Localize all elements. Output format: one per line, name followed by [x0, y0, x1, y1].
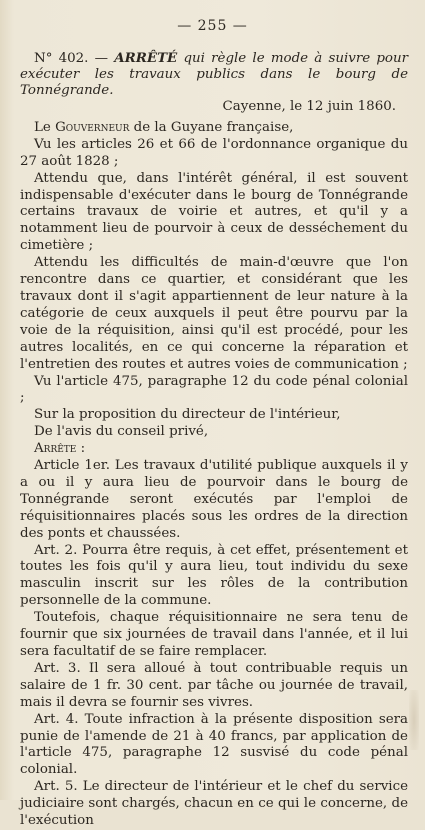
governor-line	[20, 120, 408, 137]
decree-heading	[20, 50, 408, 99]
article-4: Art. 4. Toute infraction à la présente disposition sera punie de l'amende de 21 à 40 francs, par application de l'article 475, paragraphe 12 susvisé du code pénal colonial.	[20, 711, 408, 778]
paragraph-vu-articles: Vu les articles 26 et 66 de l'ordonnance organique du 27 août 1828 ;	[20, 136, 408, 169]
paragraph-attendu-interet: Attendu que, dans l'intérêt général, il est souvent indispensable d'exécuter dans le bourg de Tonnégrande certains travaux de voirie et autres, et qu'il y a notamment lieu de pourvoir à ceux de desséchement du cimetière ;	[20, 170, 408, 254]
decree-number: N° 402. —	[34, 51, 115, 66]
place-date: Cayenne, le 12 juin 1860.	[222, 99, 396, 114]
article-2-toutefois: Toutefois, chaque réquisitionnaire ne sera tenu de fournir que six journées de travail dans l'année, et il lui sera facultatif de se faire remplacer.	[20, 610, 408, 659]
decree-title-rest: qui règle le mode à suivre pour exécuter les travaux publics dans le bourg de Tonnégrande.	[20, 51, 408, 98]
governor-prefix: Le	[34, 119, 56, 135]
page-number: — 255 —	[177, 18, 248, 34]
article-3: Art. 3. Il sera alloué à tout contribuable requis un salaire de 1 fr. 30 cent. par tâche ou journée de travail, mais il devra se fournir ses vivres.	[20, 660, 408, 710]
paragraph-avis: De l'avis du conseil privé,	[34, 424, 209, 440]
decree-title-word: ARRÊTÉ	[114, 50, 178, 66]
paragraph-vu-article-475: Vu l'article 475, paragraphe 12 du code pénal colonial ;	[20, 373, 408, 406]
arrete-label: Arrête :	[34, 441, 86, 457]
paper-stain	[409, 690, 419, 750]
article-1: Article 1er. Les travaux d'utilité publique auxquels il y a ou il y aura lieu de pourvoir dans le bourg de Tonnégrande seront exécutés par l'emploi de réquisitionnaires placés sous les ordres de la direction des ponts et chaussées.	[20, 458, 408, 541]
document-body	[20, 50, 408, 830]
governor-title: Gouverneur	[55, 119, 130, 135]
paragraph-proposition: Sur la proposition du directeur de l'intérieur,	[34, 407, 341, 423]
article-2: Art. 2. Pourra être requis, à cet effet, présentement et toutes les fois qu'il y aura lieu, tout individu du sexe masculin inscrit sur les rôles de la contribution personnelle de la commune.	[20, 542, 408, 609]
article-5: Art. 5. Le directeur de l'intérieur et le chef du service judiciaire sont chargés, chacun en ce qui le concerne, de l'exécution	[20, 779, 408, 829]
governor-rest: de la Guyane française,	[129, 119, 294, 135]
paragraph-attendu-difficultes: Attendu les difficultés de main-d'œuvre que l'on rencontre dans ce quartier, et considérant que les travaux dont il s'agit appartiennent de leur nature à la catégorie de ceux auxquels il peut être pourvu par la voie de la réquisition, ainsi qu'il est procédé, pour les autres localités, en ce qui concerne la réparation et l'entretien des routes et autres voies de communication ;	[20, 255, 408, 372]
